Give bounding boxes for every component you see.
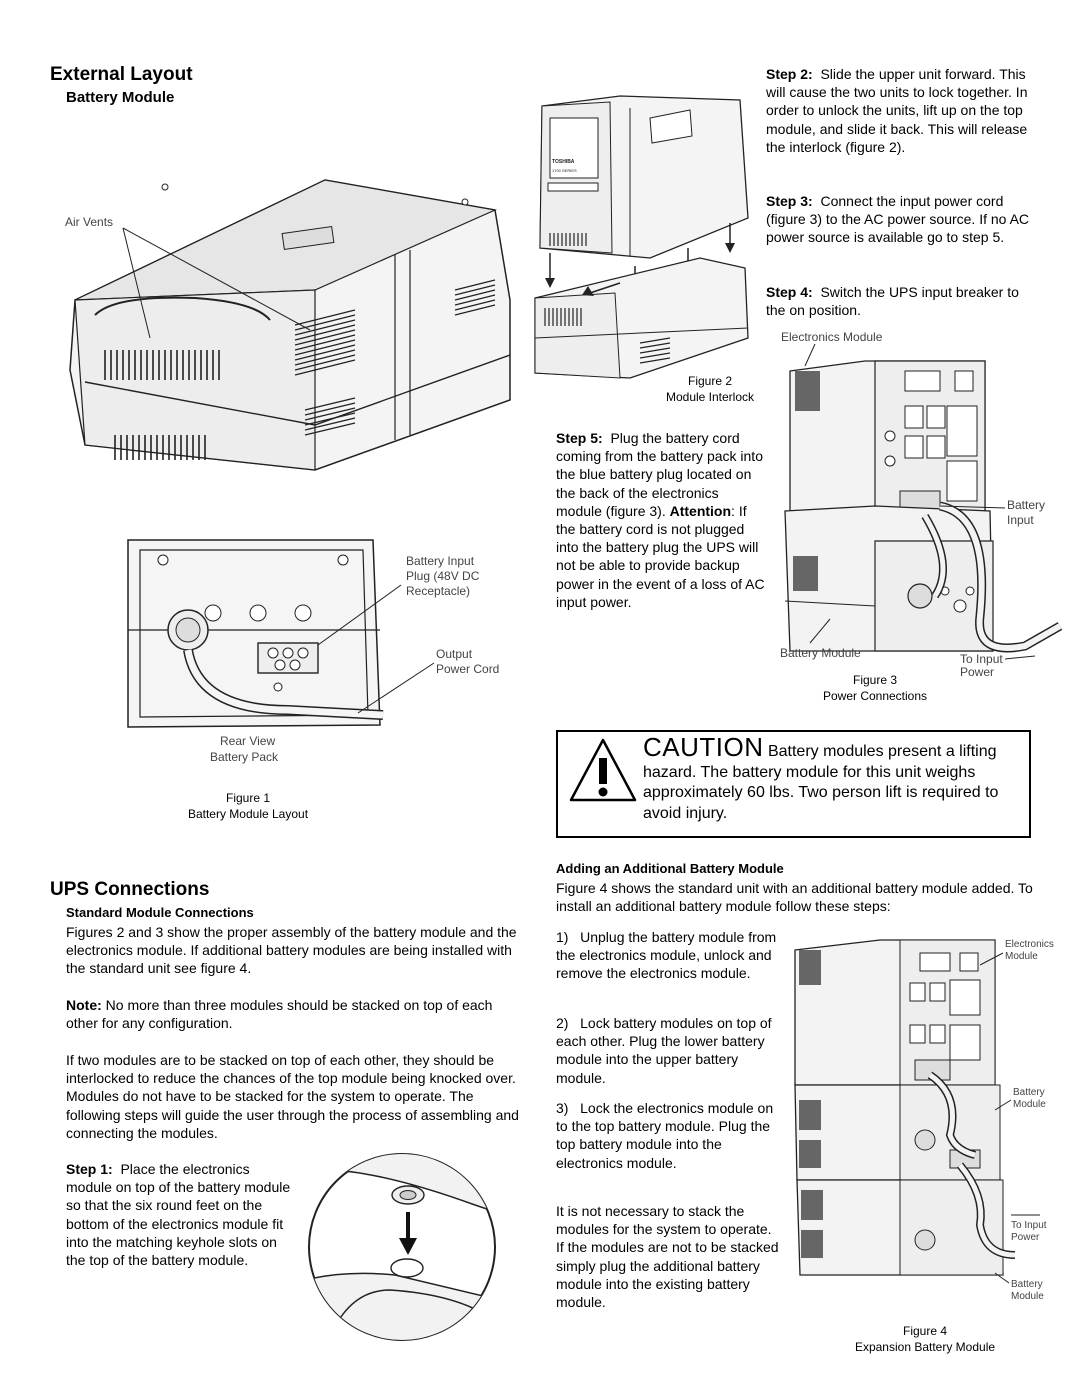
step1-text: Place the electronics module on top of the battery module so that the six round feet on the bottom of the electronics module fit into the matching keyhole slots on the top of the battery module. bbox=[66, 1161, 291, 1269]
figure4-caption-line1: Figure 4 bbox=[902, 1324, 948, 1338]
step5-paragraph bbox=[556, 429, 766, 611]
caution-message: Battery modules present a lifting hazard. The battery module for this unit weighs approximately 60 lbs. Two person lift is required to avoid injury. bbox=[643, 743, 999, 822]
step2-label: Step 2: bbox=[766, 66, 813, 82]
figure1-rear-view-illustration bbox=[118, 535, 528, 775]
battery-input-label-1: Battery bbox=[1007, 498, 1046, 512]
adding-closing: It is not necessary to stack the modules for the system to operate. If the modules are not to be stacked simply plug the additional battery module into the existing battery module. bbox=[556, 1203, 779, 1311]
electronics-module-label: Electronics Module bbox=[781, 330, 883, 344]
series-label: 1700 SERIES bbox=[552, 168, 577, 173]
figure3-caption bbox=[795, 672, 955, 704]
figure2-module-interlock-illustration bbox=[520, 88, 760, 388]
output-power-cord-label-2: Power Cord bbox=[436, 662, 500, 676]
external-layout-heading: External Layout bbox=[50, 64, 193, 85]
standard-module-connections-subheading: Standard Module Connections bbox=[66, 905, 254, 920]
ups-connections-heading: UPS Connections bbox=[50, 879, 210, 900]
toshiba-brand-label: TOSHIBA bbox=[552, 159, 575, 165]
figure1-battery-module-illustration bbox=[55, 170, 525, 480]
step3-text: Connect the input power cord (figure 3) to the AC power source. If no AC power source is available go to step 5. bbox=[766, 193, 1030, 246]
caution-box bbox=[556, 730, 1031, 838]
figure3-power-connections-illustration bbox=[775, 326, 1075, 676]
rear-view-label: Rear View bbox=[220, 734, 276, 748]
step3-label: Step 3: bbox=[766, 193, 813, 209]
to-input-power-label-2: Power bbox=[1011, 1232, 1040, 1243]
warning-triangle-icon bbox=[568, 736, 638, 804]
ups-para1: Figures 2 and 3 show the proper assembly of the battery module and the electronics module. If additional battery modules are being installed with the standard unit see figure 4. bbox=[66, 924, 517, 977]
note-text: No more than three modules should be stacked on top of each other for any configuration. bbox=[66, 997, 493, 1032]
figure4-caption bbox=[825, 1323, 1025, 1355]
to-input-label-2: Power bbox=[960, 665, 995, 676]
step1-keyhole-illustration bbox=[305, 1150, 500, 1345]
adding-item3: 3) Lock the electronics module on to the top battery module. Plug the top battery module into the electronics module. bbox=[556, 1100, 774, 1171]
to-input-power-label-1: To Input bbox=[1011, 1220, 1047, 1231]
figure2-caption bbox=[630, 373, 790, 405]
figure4-caption-line2: Expansion Battery Module bbox=[854, 1340, 996, 1354]
step5-label: Step 5: bbox=[556, 430, 603, 446]
step2-text: Slide the upper unit forward. This will cause the two units to lock together. In order to unlock the units, lift up on the top module, and slide it back. This will release the interlock (figure 2). bbox=[766, 66, 1028, 155]
caution-text-block bbox=[643, 732, 1023, 824]
figure3-caption-line2: Power Connections bbox=[822, 689, 928, 703]
battery-module2-label-2: Module bbox=[1011, 1291, 1044, 1302]
battery-input-plug-label-3: Receptacle) bbox=[406, 584, 471, 598]
step4-paragraph bbox=[766, 283, 1034, 319]
ups-para3: If two modules are to be stacked on top of each other, they should be interlocked to reduce the chances of the top module being knocked over. Modules do not have to be stacked for the system to operate. The following steps will guide the user through the process of assembling and connecting the modules. bbox=[66, 1052, 519, 1141]
battery-input-plug-label-2: Plug (48V DC bbox=[406, 569, 480, 583]
step3-paragraph bbox=[766, 192, 1034, 247]
figure2-caption-line1: Figure 2 bbox=[687, 374, 733, 388]
ups-note bbox=[66, 996, 526, 1032]
output-power-cord-label-1: Output bbox=[436, 647, 473, 661]
step1-paragraph bbox=[66, 1160, 296, 1269]
adding-battery-heading: Adding an Additional Battery Module bbox=[556, 861, 784, 876]
electronics-module-label-1: Electronics bbox=[1005, 939, 1054, 950]
caution-word: CAUTION bbox=[643, 732, 764, 762]
step2-paragraph bbox=[766, 65, 1034, 156]
battery-module2-label-1: Battery bbox=[1011, 1279, 1043, 1290]
figure1-caption-line1: Figure 1 bbox=[225, 791, 271, 805]
adding-item2: 2) Lock battery modules on top of each other. Plug the lower battery module into the upper battery module. bbox=[556, 1015, 772, 1086]
battery-input-label-2: Input bbox=[1007, 513, 1034, 527]
electronics-module-label-2: Module bbox=[1005, 951, 1038, 962]
note-label: Note: bbox=[66, 997, 102, 1013]
step4-text: Switch the UPS input breaker to the on position. bbox=[766, 284, 1019, 319]
figure4-expansion-illustration bbox=[785, 935, 1075, 1315]
step4-label: Step 4: bbox=[766, 284, 813, 300]
battery-input-plug-label-1: Battery Input bbox=[406, 554, 475, 568]
figure3-caption-line1: Figure 3 bbox=[852, 673, 898, 687]
figure2-caption-line2: Module Interlock bbox=[665, 390, 755, 404]
adding-item1: 1) Unplug the battery module from the electronics module, unlock and remove the electronics module. bbox=[556, 929, 777, 982]
attention-text: : If the battery cord is not plugged into the battery plug the UPS will not be able to provide backup power in the event of a loss of AC input power. bbox=[556, 502, 765, 610]
attention-label: Attention bbox=[669, 502, 732, 519]
adding-intro: Figure 4 shows the standard unit with an additional battery module added. To install an additional battery module follow these steps: bbox=[556, 880, 1033, 915]
battery-module1-label-1: Battery bbox=[1013, 1087, 1045, 1098]
battery-module-subheading: Battery Module bbox=[66, 89, 175, 106]
step5-text: Plug the battery cord coming from the battery pack into the blue battery plug located on the back of the electronics module (figure 3). bbox=[556, 430, 763, 519]
battery-module1-label-2: Module bbox=[1013, 1099, 1046, 1110]
battery-module-label: Battery Module bbox=[780, 646, 861, 660]
to-input-label-1: To Input bbox=[960, 652, 1003, 666]
figure1-caption bbox=[148, 790, 348, 822]
step1-label: Step 1: bbox=[66, 1161, 113, 1177]
figure1-caption-line2: Battery Module Layout bbox=[187, 807, 309, 821]
battery-pack-label: Battery Pack bbox=[210, 750, 279, 764]
air-vents-label: Air Vents bbox=[65, 215, 114, 229]
